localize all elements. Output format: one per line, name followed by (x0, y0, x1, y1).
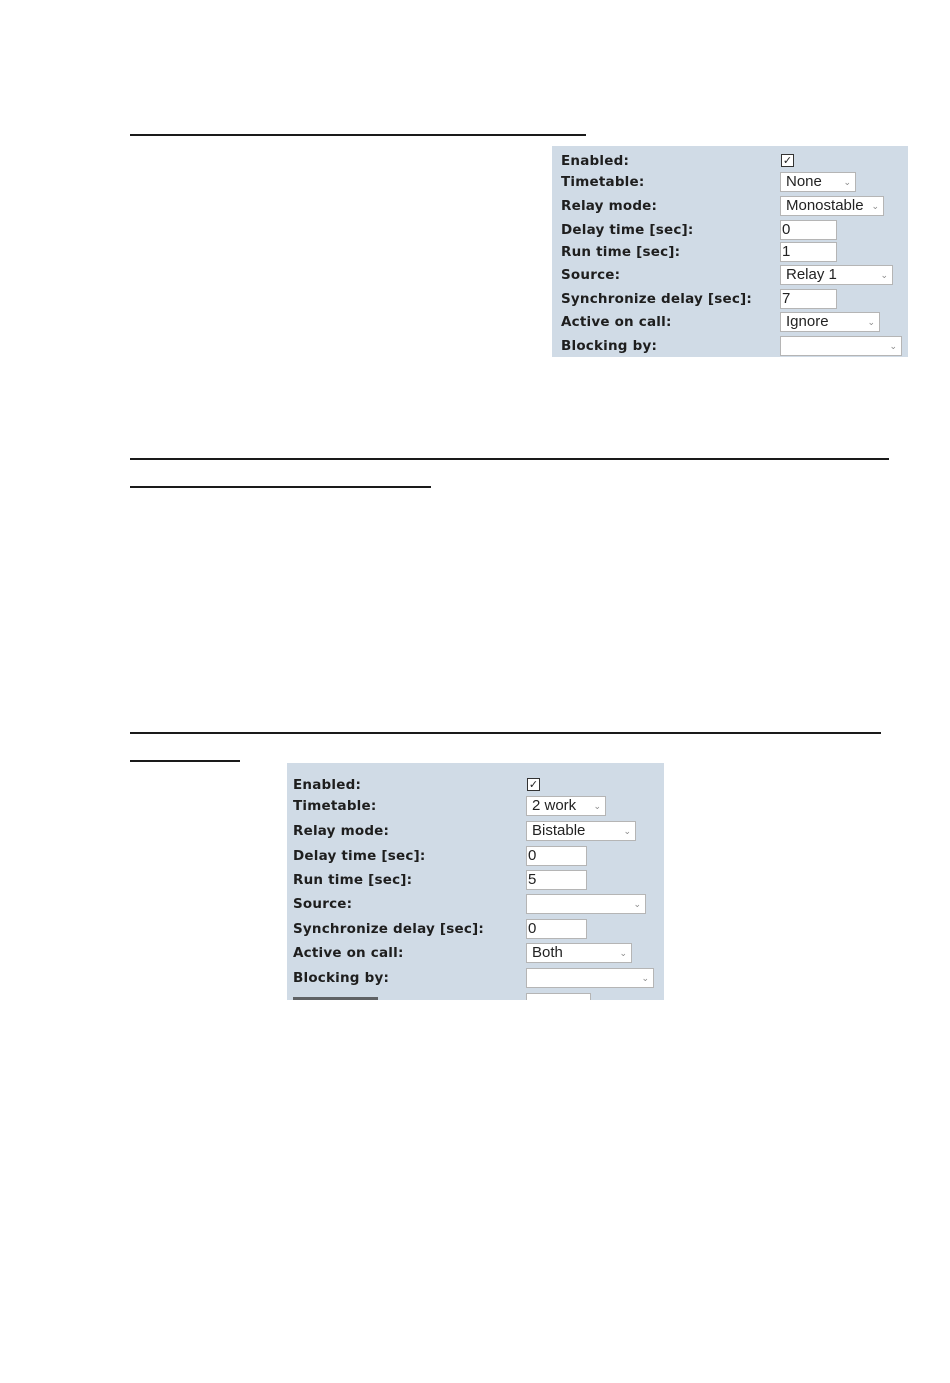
run-time-input[interactable]: 1 (780, 242, 837, 262)
relay-mode-value: Bistable (532, 822, 586, 839)
section-rule-2 (130, 458, 889, 460)
blocking-by-label: Blocking by: (293, 970, 390, 986)
run-time-label: Run time [sec]: (293, 872, 413, 888)
active-on-call-label: Active on call: (293, 945, 404, 961)
active-on-call-select[interactable] (780, 312, 880, 332)
timetable-value: None (786, 173, 822, 190)
active-on-call-row (287, 943, 664, 965)
run-time-input[interactable]: 5 (526, 870, 587, 890)
sync-delay-label: Synchronize delay [sec]: (293, 921, 485, 937)
chevron-down-icon: ⌄ (867, 317, 875, 327)
blocking-by-row (287, 968, 664, 990)
source-row (287, 894, 664, 916)
timetable-select[interactable] (526, 796, 606, 816)
sync-delay-row (287, 919, 664, 941)
delay-time-label: Delay time [sec]: (561, 222, 694, 238)
active-on-call-value: Both (532, 944, 563, 961)
relay-settings-panel-1 (552, 146, 908, 357)
source-label: Source: (293, 896, 353, 912)
timetable-label: Timetable: (561, 174, 645, 190)
timetable-value: 2 work (532, 797, 577, 814)
section-rule-5 (130, 760, 240, 762)
relay-settings-panel-2 (287, 763, 664, 1000)
run-time-row (287, 870, 664, 892)
relay-mode-row (287, 821, 664, 843)
delay-time-input[interactable]: 0 (526, 846, 587, 866)
chevron-down-icon: ⌄ (843, 177, 851, 187)
section-rule-4 (130, 732, 881, 734)
cut-off-row (287, 993, 664, 1000)
enabled-checkbox[interactable]: ✓ (782, 154, 793, 167)
chevron-down-icon: ⌄ (619, 948, 627, 958)
delay-time-row (287, 846, 664, 868)
section-rule-3 (130, 486, 431, 488)
chevron-down-icon: ⌄ (880, 270, 888, 280)
blocking-by-select[interactable] (526, 968, 654, 988)
relay-mode-label: Relay mode: (561, 198, 658, 214)
active-on-call-value: Ignore (786, 313, 829, 330)
delay-time-input[interactable]: 0 (780, 220, 837, 240)
sync-delay-input[interactable]: 7 (780, 289, 837, 309)
relay-mode-label: Relay mode: (293, 823, 390, 839)
relay-mode-row (552, 196, 908, 218)
section-rule-1 (130, 134, 586, 136)
active-on-call-label: Active on call: (561, 314, 672, 330)
chevron-down-icon: ⌄ (871, 201, 879, 211)
active-on-call-select[interactable] (526, 943, 632, 963)
chevron-down-icon: ⌄ (593, 801, 601, 811)
enabled-checkbox[interactable]: ✓ (528, 778, 539, 791)
run-time-label: Run time [sec]: (561, 244, 681, 260)
blocking-by-select[interactable] (780, 336, 902, 356)
relay-mode-select[interactable] (780, 196, 884, 216)
enabled-row (287, 775, 664, 797)
active-on-call-row (552, 312, 908, 334)
source-row (552, 265, 908, 287)
source-select[interactable] (780, 265, 893, 285)
timetable-row (552, 172, 908, 194)
relay-mode-select[interactable] (526, 821, 636, 841)
enabled-row (552, 151, 908, 173)
sync-delay-row (552, 289, 908, 311)
source-value: Relay 1 (786, 266, 837, 283)
run-time-row (552, 242, 908, 264)
timetable-select[interactable] (780, 172, 856, 192)
enabled-label: Enabled: (561, 153, 630, 169)
chevron-down-icon: ⌄ (889, 341, 897, 351)
delay-time-label: Delay time [sec]: (293, 848, 426, 864)
chevron-down-icon: ⌄ (623, 826, 631, 836)
chevron-down-icon: ⌄ (633, 899, 641, 909)
sync-delay-input[interactable]: 0 (526, 919, 587, 939)
source-label: Source: (561, 267, 621, 283)
blocking-by-label: Blocking by: (561, 338, 658, 354)
cut-off-label-fragment (293, 997, 378, 1000)
cut-off-select[interactable] (526, 993, 591, 1000)
source-select[interactable] (526, 894, 646, 914)
delay-time-row (552, 220, 908, 242)
blocking-by-row (552, 336, 908, 357)
relay-mode-value: Monostable (786, 197, 864, 214)
enabled-label: Enabled: (293, 777, 362, 793)
chevron-down-icon: ⌄ (641, 973, 649, 983)
timetable-row (287, 796, 664, 818)
timetable-label: Timetable: (293, 798, 377, 814)
sync-delay-label: Synchronize delay [sec]: (561, 291, 753, 307)
